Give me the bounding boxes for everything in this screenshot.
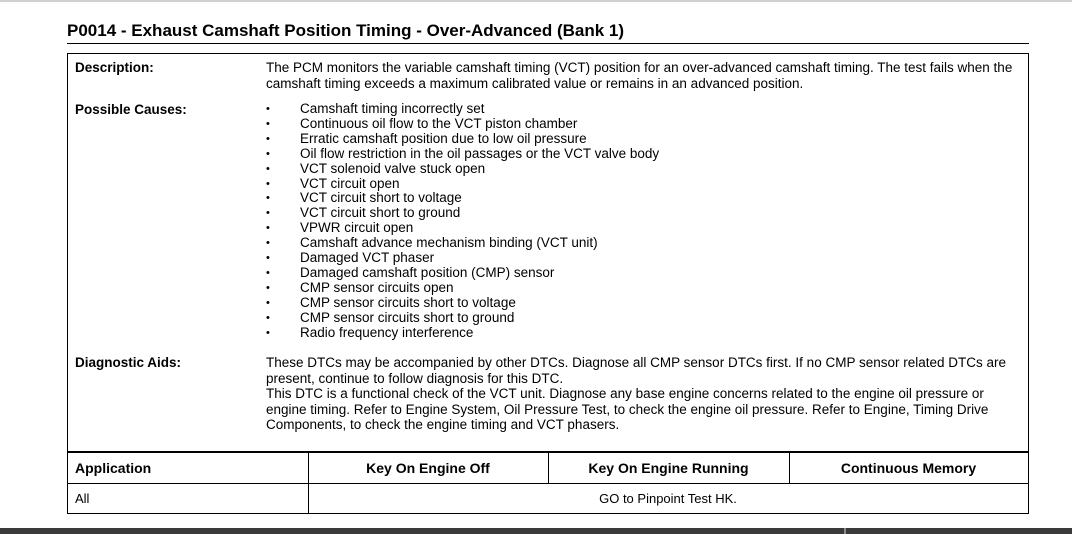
table-row [68,484,1028,513]
list-item: • Camshaft advance mechanism binding (VCT unit) [266,236,1020,251]
list-item: • Camshaft timing incorrectly set [266,102,1020,117]
list-item: • Oil flow restriction in the oil passages or the VCT valve body [266,147,1020,162]
list-item: • Erratic camshaft position due to low oil pressure [266,132,1020,147]
pinpoint-test-action: GO to Pinpoint Test HK. [599,491,737,506]
list-item: • CMP sensor circuits short to ground [266,311,1020,326]
description-text: The PCM monitors the variable camshaft timing (VCT) position for an over-advanced camshaft timing. The test fails when the camshaft timing exceeds a maximum calibrated value or remains in an advanced position. [266,60,1013,91]
list-item: • VCT circuit open [266,177,1020,192]
header-key-on-engine-off: Key On Engine Off [366,460,490,476]
diagnostic-aids-text [266,355,1020,433]
page-title: P0014 - Exhaust Camshaft Position Timing - Over-Advanced (Bank 1) [67,21,625,40]
list-item: • Continuous oil flow to the VCT piston chamber [266,117,1020,132]
possible-causes-label: Possible Causes: [75,102,187,117]
list-item: • Damaged camshaft position (CMP) sensor [266,266,1020,281]
toolbar-separator [844,528,846,534]
diagnostic-aids-label: Diagnostic Aids: [75,355,182,370]
dtc-info-table [67,53,1029,514]
top-rule [0,0,1072,2]
title-underline [67,43,1029,44]
description-label: Description: [75,60,154,75]
list-item: • Damaged VCT phaser [266,251,1020,266]
list-item: • VPWR circuit open [266,221,1020,236]
header-continuous-memory: Continuous Memory [840,460,977,476]
possible-causes-list [266,102,1020,341]
table-header-row [68,453,1028,483]
list-item: • VCT circuit short to voltage [266,191,1020,206]
diagnostic-aids-paragraph-2: This DTC is a functional check of the VCT unit. Diagnose any base engine concerns related to the engine oil pressure or engine timing. Refer to Engine System, Oil Pressure Test, to check the engine oil pressure. Refer to Engine, Timing Drive Components, to check the engine timing and VCT phasers. [266,386,989,432]
application-value: All [75,491,90,506]
header-key-on-engine-running: Key On Engine Running [588,460,749,476]
list-item: • CMP sensor circuits short to voltage [266,296,1020,311]
column-divider [548,453,549,483]
header-application: Application [75,460,152,476]
column-divider [789,453,790,483]
bottom-toolbar-strip [0,528,1072,534]
column-divider [308,453,309,483]
list-item: • VCT circuit short to ground [266,206,1020,221]
diagnostic-aids-paragraph-1: These DTCs may be accompanied by other DTCs. Diagnose all CMP sensor DTCs first. If no CMP sensor related DTCs are present, continue to follow diagnosis for this DTC. [266,355,1007,386]
possible-causes-list-container [266,102,1020,341]
list-item: • CMP sensor circuits open [266,281,1020,296]
list-item: • VCT solenoid valve stuck open [266,162,1020,177]
list-item: • Radio frequency interference [266,326,1020,341]
